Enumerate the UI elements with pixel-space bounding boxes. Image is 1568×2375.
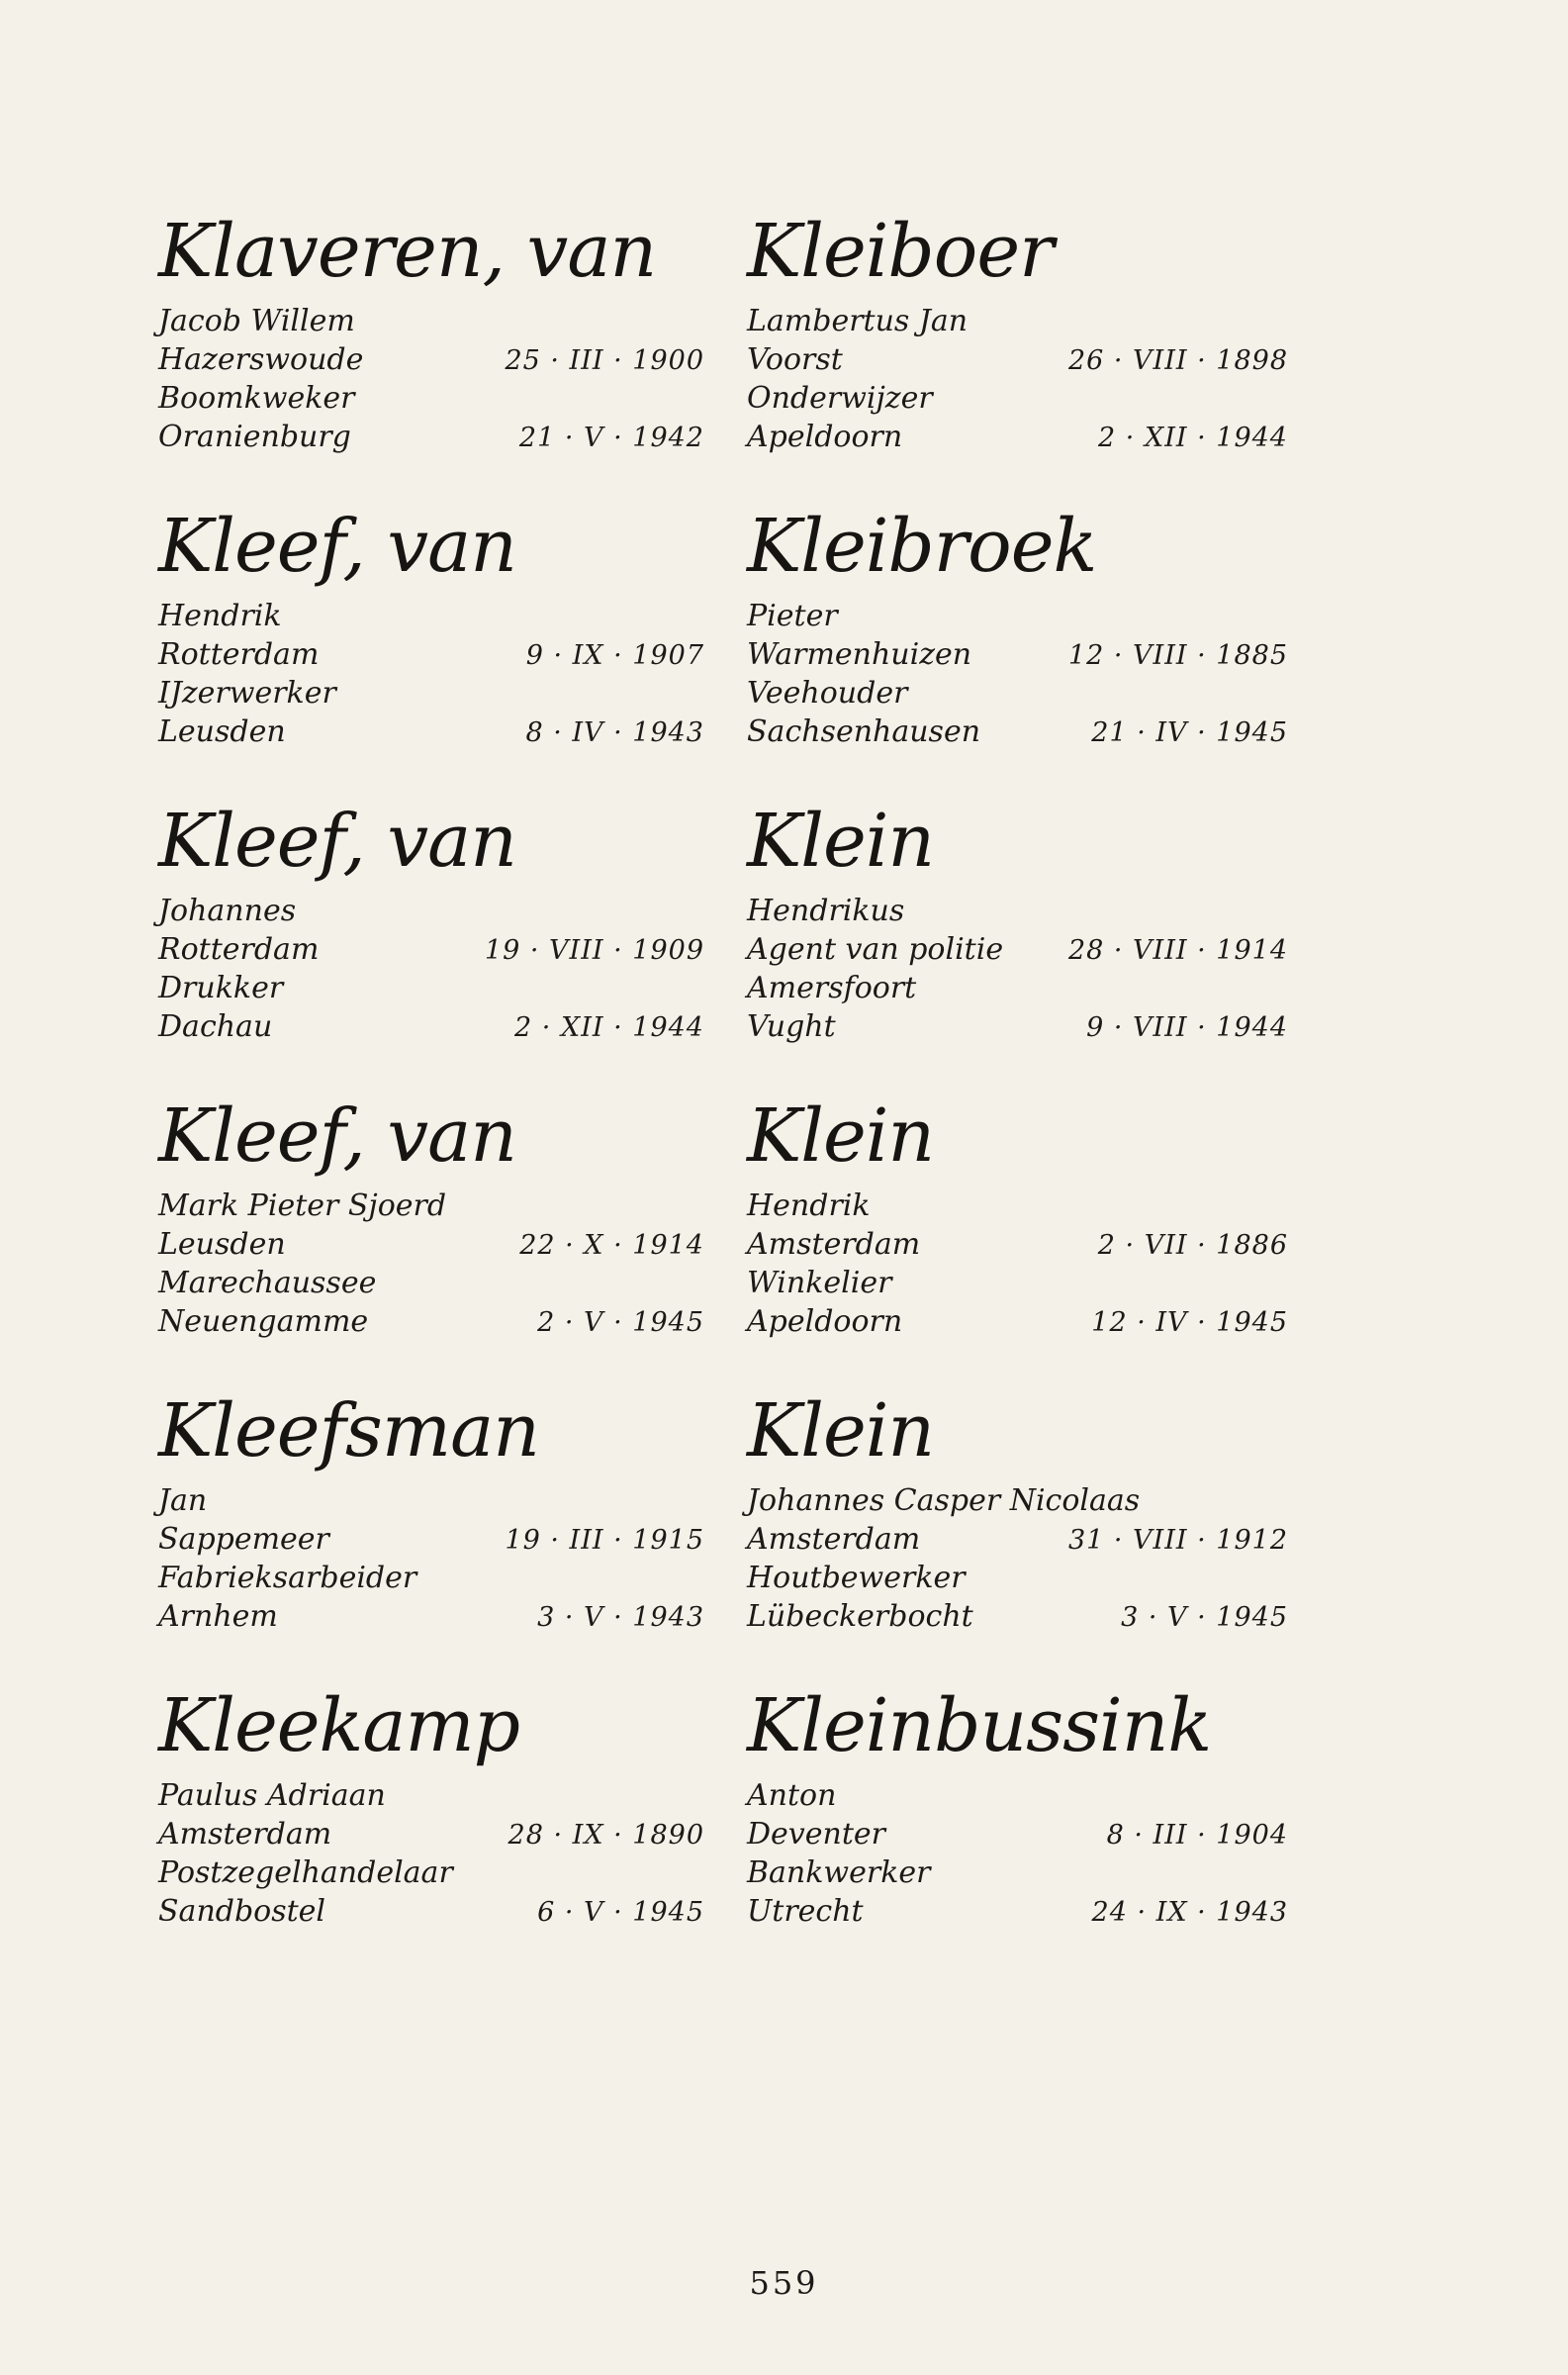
given-names: Paulus Adriaan	[158, 1778, 386, 1813]
entry-surname: Klein	[747, 1388, 935, 1473]
given-name-line	[158, 1187, 712, 1225]
occupation-line	[158, 674, 712, 712]
given-name-line	[158, 302, 712, 340]
deathplace: Apeldoorn	[747, 1304, 903, 1339]
deathplace: Leusden	[158, 714, 286, 749]
occupation-line	[747, 379, 1296, 418]
occupation-line	[158, 379, 712, 418]
deathdate: 2 · XII · 1944	[514, 1012, 704, 1043]
birth-line	[747, 1225, 1296, 1264]
given-names: Jacob Willem	[158, 304, 355, 338]
birthdate: 8 · III · 1904	[1106, 1820, 1288, 1851]
birthplace: Agent van politie	[747, 932, 1004, 967]
deathplace: Vught	[747, 1009, 836, 1044]
given-name-line	[747, 1776, 1296, 1815]
given-names: Lambertus Jan	[747, 304, 968, 338]
occupation: Amersfoort	[747, 971, 917, 1005]
birth-line	[158, 930, 712, 969]
occupation-line	[158, 1264, 712, 1302]
birthplace: Amsterdam	[158, 1817, 332, 1852]
given-name-line	[158, 892, 712, 930]
page-number: 559	[749, 2264, 819, 2302]
entry	[747, 203, 1296, 498]
birth-line	[747, 340, 1296, 379]
birth-line	[158, 1225, 712, 1264]
birthdate: 19 · III · 1915	[505, 1525, 704, 1556]
birth-line	[158, 1815, 712, 1853]
deathplace: Lübeckerbocht	[747, 1599, 973, 1634]
entry-surname: Klaveren, van	[158, 209, 657, 294]
entry-surname: Klein	[747, 799, 935, 884]
death-line	[158, 1597, 712, 1636]
entry	[158, 1088, 712, 1382]
occupation-line	[747, 969, 1296, 1007]
given-name-line	[747, 597, 1296, 635]
deathdate: 2 · XII · 1944	[1098, 423, 1288, 453]
occupation: Winkelier	[747, 1266, 892, 1300]
birthplace: Amsterdam	[747, 1227, 921, 1262]
deathdate: 3 · V · 1943	[537, 1602, 704, 1633]
entry-surname: Kleinbussink	[747, 1683, 1212, 1768]
birthdate: 22 · X · 1914	[519, 1230, 704, 1261]
birthdate: 28 · VIII · 1914	[1067, 935, 1288, 966]
occupation: Marechaussee	[158, 1266, 377, 1300]
occupation: IJzerwerker	[158, 676, 336, 711]
deathplace: Sandbostel	[158, 1894, 326, 1929]
birth-line	[747, 930, 1296, 969]
birthplace: Rotterdam	[158, 932, 320, 967]
death-line	[158, 418, 712, 456]
occupation-line	[158, 1559, 712, 1597]
entry	[747, 1088, 1296, 1382]
given-name-line	[158, 597, 712, 635]
entry-surname: Kleiboer	[747, 209, 1054, 294]
birthplace: Sappemeer	[158, 1522, 329, 1557]
left-column	[158, 203, 712, 1972]
birthdate: 26 · VIII · 1898	[1067, 345, 1288, 376]
deathdate: 9 · VIII · 1944	[1086, 1012, 1288, 1043]
occupation: Drukker	[158, 971, 284, 1005]
entry	[158, 1677, 712, 1972]
given-name-line	[747, 1187, 1296, 1225]
death-line	[158, 1892, 712, 1931]
given-names: Hendrik	[158, 599, 282, 633]
occupation-line	[158, 1853, 712, 1892]
birthdate: 31 · VIII · 1912	[1067, 1525, 1288, 1556]
given-name-line	[158, 1776, 712, 1815]
entry-surname: Kleef, van	[158, 504, 516, 589]
entry-surname: Kleibroek	[747, 504, 1097, 589]
birthplace: Leusden	[158, 1227, 286, 1262]
deathdate: 6 · V · 1945	[537, 1897, 704, 1928]
given-names: Anton	[747, 1778, 837, 1813]
deathplace: Sachsenhausen	[747, 714, 981, 749]
occupation-line	[747, 1264, 1296, 1302]
occupation-line	[747, 674, 1296, 712]
occupation-line	[747, 1853, 1296, 1892]
death-line	[747, 1597, 1296, 1636]
occupation: Onderwijzer	[747, 381, 933, 416]
death-line	[158, 712, 712, 751]
entry	[158, 498, 712, 793]
right-column	[747, 203, 1296, 1972]
entry	[158, 793, 712, 1088]
death-line	[158, 1007, 712, 1046]
death-line	[747, 1892, 1296, 1931]
given-names: Hendrik	[747, 1188, 871, 1223]
entry-surname: Klein	[747, 1093, 935, 1179]
entry-surname: Kleefsman	[158, 1388, 539, 1473]
deathplace: Apeldoorn	[747, 420, 903, 454]
birthdate: 28 · IX · 1890	[507, 1820, 704, 1851]
entry	[747, 1677, 1296, 1972]
deathdate: 21 · V · 1942	[518, 423, 704, 453]
birthplace: Deventer	[747, 1817, 885, 1852]
given-names: Mark Pieter Sjoerd	[158, 1188, 447, 1223]
entry-surname: Kleef, van	[158, 799, 516, 884]
entry-surname: Kleekamp	[158, 1683, 520, 1768]
birthplace: Hazerswoude	[158, 342, 364, 377]
given-names: Johannes Casper Nicolaas	[747, 1483, 1141, 1518]
deathplace: Utrecht	[747, 1894, 864, 1929]
deathdate: 12 · IV · 1945	[1091, 1307, 1288, 1338]
given-name-line	[747, 1481, 1296, 1520]
birth-line	[747, 1520, 1296, 1559]
entry	[747, 498, 1296, 793]
death-line	[158, 1302, 712, 1341]
entry	[158, 1382, 712, 1677]
death-line	[747, 1302, 1296, 1341]
deathdate: 2 · V · 1945	[537, 1307, 704, 1338]
deathplace: Arnhem	[158, 1599, 278, 1634]
given-names: Pieter	[747, 599, 838, 633]
deathplace: Oranienburg	[158, 420, 351, 454]
birth-line	[747, 1815, 1296, 1853]
deathdate: 24 · IX · 1943	[1091, 1897, 1288, 1928]
birthdate: 12 · VIII · 1885	[1067, 640, 1288, 671]
occupation-line	[158, 969, 712, 1007]
given-names: Hendrikus	[747, 894, 905, 928]
birthplace: Amsterdam	[747, 1522, 921, 1557]
entry	[158, 203, 712, 498]
deathdate: 8 · IV · 1943	[525, 717, 704, 748]
death-line	[747, 1007, 1296, 1046]
occupation: Boomkweker	[158, 381, 355, 416]
entry	[747, 793, 1296, 1088]
occupation: Veehouder	[747, 676, 908, 711]
occupation: Bankwerker	[747, 1855, 931, 1890]
occupation: Postzegelhandelaar	[158, 1855, 453, 1890]
given-names: Johannes	[158, 894, 297, 928]
birth-line	[158, 635, 712, 674]
birthplace: Warmenhuizen	[747, 637, 972, 672]
death-line	[747, 712, 1296, 751]
birthplace: Rotterdam	[158, 637, 320, 672]
birthdate: 19 · VIII · 1909	[484, 935, 704, 966]
birth-line	[158, 340, 712, 379]
given-name-line	[747, 302, 1296, 340]
birth-line	[747, 635, 1296, 674]
deathdate: 3 · V · 1945	[1121, 1602, 1288, 1633]
death-line	[747, 418, 1296, 456]
deathplace: Dachau	[158, 1009, 273, 1044]
occupation: Fabrieksarbeider	[158, 1561, 417, 1595]
given-names: Jan	[158, 1483, 208, 1518]
birthdate: 25 · III · 1900	[505, 345, 704, 376]
birth-line	[158, 1520, 712, 1559]
occupation-line	[747, 1559, 1296, 1597]
birthdate: 2 · VII · 1886	[1097, 1230, 1288, 1261]
entry-surname: Kleef, van	[158, 1093, 516, 1179]
birthdate: 9 · IX · 1907	[525, 640, 704, 671]
given-name-line	[158, 1481, 712, 1520]
occupation: Houtbewerker	[747, 1561, 966, 1595]
birthplace: Voorst	[747, 342, 843, 377]
deathplace: Neuengamme	[158, 1304, 369, 1339]
deathdate: 21 · IV · 1945	[1091, 717, 1288, 748]
given-name-line	[747, 892, 1296, 930]
entry	[747, 1382, 1296, 1677]
